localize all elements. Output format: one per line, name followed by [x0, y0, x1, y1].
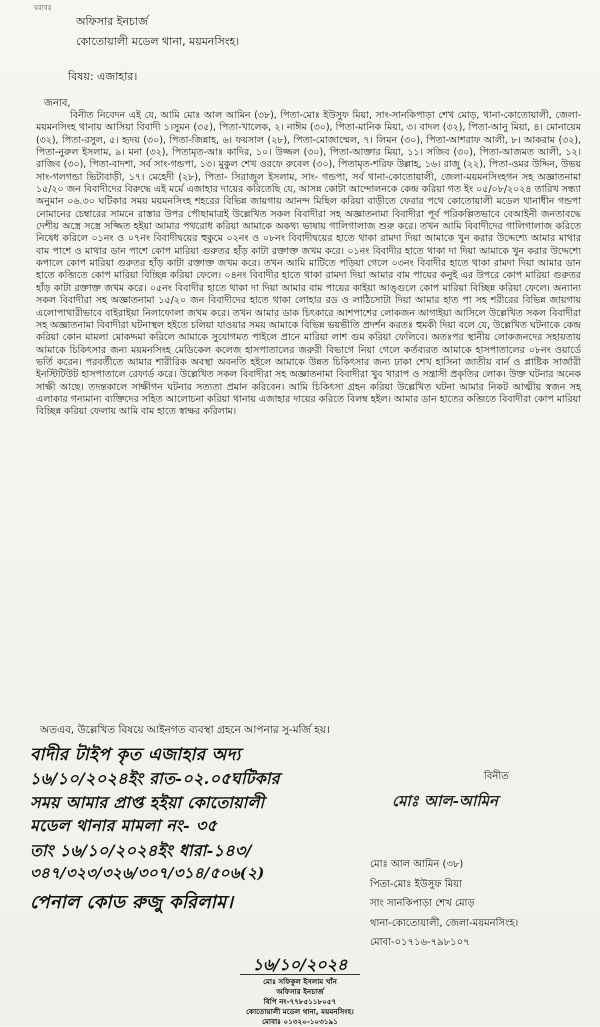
applicant-name: মোঃ আল আমিন (৩৮)	[370, 859, 464, 870]
salutation: জনাব,	[44, 98, 71, 109]
recipient-address	[76, 12, 239, 52]
applicant-mobile: মোবা-০১৭১৬-৭৯৮১০৭	[370, 937, 470, 948]
closing-request: অতএব, উল্লেখিত বিষয়ে আইনগত ব্যবস্থা গ্রহনে আপনার সু-মর্জি হয়।	[40, 724, 330, 736]
handwritten-line-1: বাদীর টাইপ কৃত এজাহার অদ্য	[30, 745, 241, 765]
stamp-date: ১৬/১০/২০২৪	[252, 955, 348, 974]
handwritten-line-6: ৩৪৭/৩২৩/৩২৬/৩০৭/৩১৪/৫০৬(২)	[30, 864, 265, 882]
recipient-line-1: অফিসার ইনচার্জ	[76, 15, 148, 28]
recipient-line-2: কোতোয়ালী মডেল থানা, ময়মনসিংহ।	[76, 35, 240, 48]
corner-mark: বরাবর	[34, 4, 52, 12]
handwritten-line-3: সময় আমার প্রাপ্ত হইয়া কোতোয়ালী	[30, 793, 265, 812]
applicant-signature: মোঃ আল-আমিন	[392, 792, 498, 810]
applicant-father: পিতা-মোঃ ইউসুফ মিয়া	[370, 878, 462, 890]
stamp-office: কোতোয়ালী মডেল থানা, ময়মনসিংহ।	[246, 1007, 354, 1016]
stamp-bp-number: বিপি নং-৭৭৮৫১১৮০৫৭	[263, 997, 337, 1006]
handwritten-line-2: ১৬/১০/২০২৪ইং রাত-০২.০৫ঘটিকার	[30, 769, 280, 788]
applicant-thana: থানা-কোতোয়ালী, জেলা-ময়মনসিংহ।	[370, 917, 519, 929]
handwritten-line-7: পেনাল কোড রুজু করিলাম।	[30, 892, 234, 913]
handwritten-line-4: মডেল থানার মামলা নং- ৩৫	[30, 816, 218, 835]
stamp-signature-line	[240, 974, 360, 975]
handwritten-line-5: তাং ১৬/১০/২০২৪ইং ধারা-১৪৩/	[30, 841, 252, 860]
officer-stamp	[200, 956, 400, 1027]
complaint-body: বিনীত নিবেদন এই যে, আমি মোঃ আল আমিন (৩৮), পিতা-মোঃ ইউসুফ মিয়া, সাং-সানকিপাড়া শেখ মোড়, থানা-কোতোয়ালী, জেলা-ময়মনসিংহ থানায় আসিয়া বিবাদী ১।সুমন (৩৫), পিতা-খালেক, ২। নাঈম (৩০), পিতা-মানিক মিয়া, ৩। বাদল (৩২), পিতা-আনু মিয়া, ৪। মোনায়েম (৩২), পিতা-রসুল, ৫। হৃদয় (৩০), পিতা-জিন্নাহ, ৬। ফয়সাল (২৮), পিতা-মোজাম্মেল, ৭। লিমন (৩০), পিতা-আশরাফ আলী, ৮। আকরাম (৩২), পিতা-নুরুল ইসলাম, ৯। মনা (৩২), পিতামৃত-আঃ কাদির, ১০। উজ্জল (৩০), পিতা-আক্তার মিয়া, ১১। সজিব (৩০), পিতা-আজমত আলী, ১২। রাজিব (৩০), পিতা-বাদশা, সর্ব সাং-গন্ডপা, ১৩। মুকুল শেখ ওরফে রুবেল (৩০), পিতামৃত-শরিফ উল্লাহ, ১৬। রাজু (২২), পিতা-ওমর উদ্দিন, উভয় সাং-গলগন্ডা ভিটাবাড়ী, ১৭। মেহেদী (২৮), পিতা- সিরাজুল ইসলাম, সাং- গন্ডপা, সর্ব থানা-কোতোয়ালী, জেলা-ময়মনসিংহগন সহ অজ্ঞাতনামা ১৫/২০ জন বিবাদীদের বিরুদ্ধে এই মর্মে এজাহার দায়ের করিতেছি যে, আসন্ন কোটা আন্দোলনকে কেন্দ্র করিয়া গত ইং ০৫/০৮/২০২৪ তারিখ সন্ধ্যা অনুমান ০৬.৩০ ঘটিকার সময় ময়মনসিংহ শহরের বিভিন্ন জায়গায় আনন্দ মিছিল করিয়া বাড়ীতে ফেরার পথে কোতোয়ালী মডেল থানাধীন গন্ডপা নোমানের চেম্বারের সামনে রাস্তার উপর পৌছামাত্রই উল্লেখিত সকল বিবাদীরা সহ অজ্ঞাতনামা বিবাদীরা পূর্ব পরিকল্পিতভাবে বেআইনী জনতাবদ্ধে দেশীয় অস্ত্রে সস্ত্রে সজ্জিত হইয়া আমার পথরোধ করিয়া আমাকে অকথ্য ভাষায় গালিগালাজ শুরু করে। তখন আমি বিবাদীদের গালিগালাজ করিতে নিষেধ করিলে ০১নং ও ০৭নং বিবাদীদ্বয়ের হুকুমে ০২নং ও ০৮নং বিবাদীদ্বয়ের হাতে থাকা রামদা দিয়া আমাকে খুন করার উদ্দেশ্যে আমার মাথার বাম পাশে ও মাথার ডান পাশে কোপ মারিয়া গুরুতর হাঁড় কাটা রক্তাক্ত জখম করে। ০১নং বিবাদীর হাতে থাকা দা দিয়া আমাকে খুন করার উদ্দেশ্যে কপালে কোপ মারিয়া গুরুতর হাঁড় কাটা রক্তাক্ত জখম করে। তখন আমি মাটিতে পড়িয়া গেলে ০৩নং বিবাদীর হাতে থাকা রামদা দিয়া আমার ডান হাতে কব্জিতে কোপ মারিয়া বিচ্ছিন্ন করিয়া ফেলে। ০৪নং বিবাদীর হাতে থাকা রামদা দিয়া আমার বাম পায়ের কনুই এর উপরে কোপ মারিয়া গুরুতর হাঁড় কাটা রক্তাক্ত জখম করে। ০৫নং বিবাদীর হাতে থাকা দা দিয়া আমার বাম পায়ের কাইয়া আঙ্গুলে কোপ মারিয়া বিচ্ছিন্ন করিয়া ফেলে। অন্যান্য সকল বিবাদীরা সহ অজ্ঞাতনামা ১৫/২০ জন বিবাদীদের হাতে থাকা লোহার রড ও লাঠিসোটা দিয়া আমার হাত পা সহ শরীরের বিভিন্ন জায়গায় এলোপাথারীভাবে বাইরাইয়া নিলাফোলা জখম করে। তখন আমার ডাক চিৎকারে আশপাশের লোকজন আগাইয়া আসিলে উল্লেখিত সকল বিবাদীরা সহ অজ্ঞাতনামা বিবাদীরা ঘটনাস্থল হইতে চলিয়া যাওয়ার সময় আমাকে বিভিন্ন ভয়ভীতি প্রদর্শন করতঃ হুমকী দিয়া বলে যে, উল্লেখিত ঘটনাকে কেন্দ্র করিয়া কোন মামলা মোকদ্দমা করিলে আমাকে সুযোগমত পাইলে প্রানে মারিয়া লাশ গুম করিয়া ফেলিবে। অতঃপর স্থানীয় লোকজনদের সহায়তায় আমাকে চিকিৎসার জন্য ময়মনসিংহ মেডিকেল কলেজ হাসপাতালের জরুরী বিভাগে নিয়া গেলে কর্তব্যরত আমাকে হাসপাতালের ০৮নং ওয়ার্ডে ভর্তি করেন। পরবর্তীতে আমার শারীরিক অবস্থা অবনতি হইলে আমাকে উন্নত চিকিৎসার জন্য ঢাকা শেখ হাসিনা জাতীয় বার্ন ও প্লাষ্টিক সার্জারী ইনস্টিটিউট হাসপাতালে রেফার্ড করে। উল্লেখিত সকল বিবাদীরা সহ অজ্ঞাতনামা বিবাদীরা খুব খারাপ ও সন্ত্রাসী প্রকৃতির লোক। উক্ত ঘটনার অনেক সাক্ষী আছে। তদন্তকালে সাক্ষীগন ঘটনার সত্যতা প্রমান করিবেন। আমি চিকিৎসা গ্রহন করিয়া উল্লেখিত ঘটনা আমার নিকট আত্মীয় স্বজন সহ এলাকার গন্যমান্য ব্যক্তিদের সহিত আলোচনা করিয়া থানায় এজাহার দায়ের করিতে বিলম্ব হইল। আমার ডান হাতের কব্জিতে বিবাদীরা কোপ মারিয়া বিচ্ছিন্ন করিয়া ফেলায় আমি বাম হাতে স্বাক্ষর করিলাম।	[36, 110, 581, 418]
stamp-officer-name: মোঃ সফিকুল ইসলাম খাঁন	[263, 977, 337, 986]
applicant-village: সাং সানকিপাড়া শেখ মোড়	[370, 898, 475, 909]
applicant-details	[370, 855, 518, 953]
sign-off: বিনীত	[484, 771, 509, 782]
stamp-mobile: মোবাঃ ০১৩২০-১০৩১৯১	[262, 1017, 338, 1026]
subject-line: বিষয়: এজাহার।	[68, 70, 138, 83]
stamp-designation: অফিসার ইনচার্জ	[276, 987, 324, 996]
